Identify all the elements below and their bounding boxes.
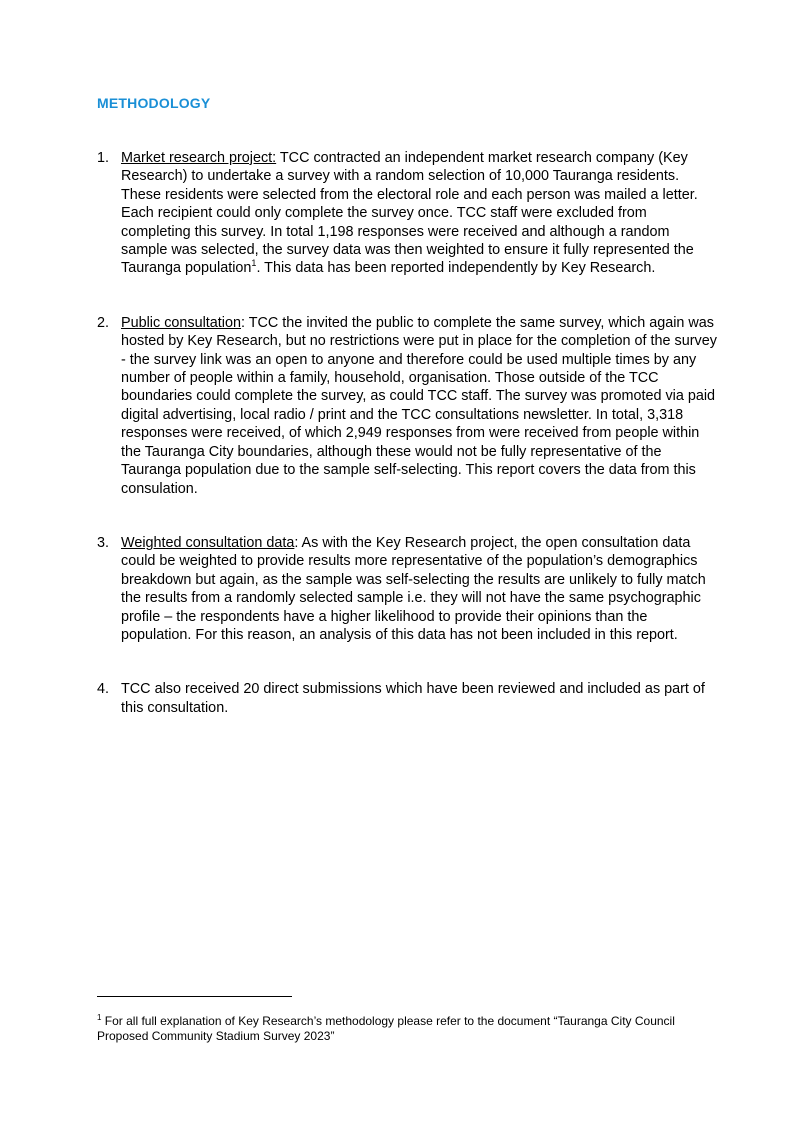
list-item-3 [97,534,717,644]
list-item-1 [97,149,717,278]
footnote-text: For all full explanation of Key Research’s methodology please refer to the document “Tauranga City Council Proposed Community Stadium Survey 2023” [97,1014,675,1044]
footnote [97,1014,727,1045]
footnote-marker: 1 [97,1013,102,1022]
item-text: : As with the Key Research project, the open consultation data could be weighted to provide results more representative of the population’s demographics breakdown but again, as the sample was self-selecting the results are unlikely to fully match the results from a randomly selected sample i.e. they will not have the same psychographic profile – the respondents have a higher likelihood to provide their opinions than the population. For this reason, an analysis of this data has not been included in this report. [121,534,706,643]
list-item-2 [97,314,717,498]
item-text-end: . This data has been reported independently by Key Research. [256,260,656,277]
item-text: TCC contracted an independent market research company (Key Research) to undertake a survey with a random selection of 10,000 Tauranga residents. These residents were selected from the electoral role and each person was mailed a letter. Each recipient could only complete the survey once. TCC staff were excluded from completing this survey. In total 1,198 responses were received and although a random sample was selected, the survey data was then weighted to ensure it fully represented the Tauranga population [121,150,698,277]
item-text: TCC also received 20 direct submissions which have been reviewed and included as part of this consultation. [121,681,705,716]
section-heading: METHODOLOGY [97,95,211,111]
item-number: 4. [97,681,110,698]
item-text: : TCC the invited the public to complete the same survey, which again was hosted by Key Research, but no restrictions were put in place for the completion of the survey - the survey link was an open to anyone and therefore could be used multiple times by any number of people within a family, household, organisation. Those outside of the TCC boundaries could complete the survey, as could TCC staff. The survey was promoted via paid digital advertising, local radio / print and the TCC consultations newsletter. In total, 3,318 responses were received, of which 2,949 responses from were received from people within the Tauranga City boundaries, although these would not be fully representative of the Tauranga population due to the sample self-selecting. This report covers the data from this consulation. [121,314,717,497]
item-lead: Public consultation [121,314,241,331]
list-item-4 [97,680,717,717]
item-number: 2. [97,314,110,331]
item-number: 3. [97,534,110,551]
methodology-list [97,149,717,717]
item-lead: Market research project: [121,150,277,166]
item-number: 1. [97,150,110,166]
footnote-separator [97,996,292,997]
footnote-reference[interactable]: 1 [251,258,257,269]
item-lead: Weighted consultation data [121,534,295,551]
